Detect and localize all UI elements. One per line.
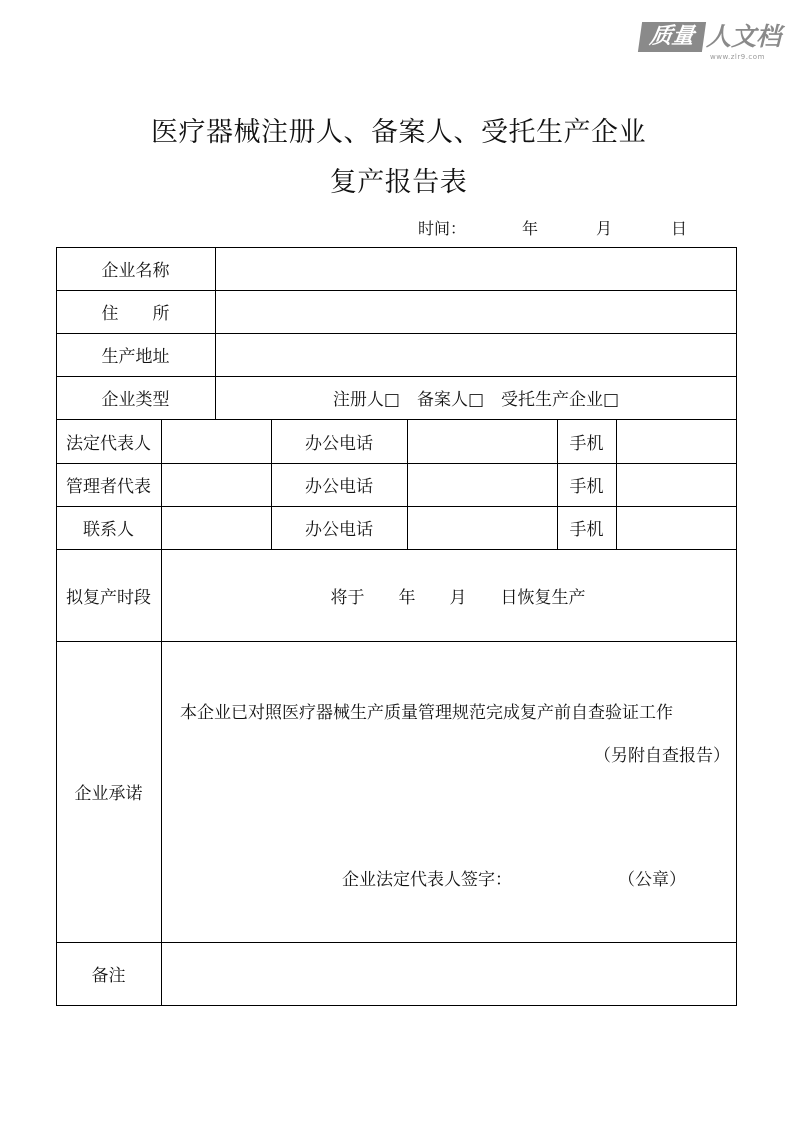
office-phone-input[interactable] [408, 420, 557, 463]
signature-label: 企业法定代表人签字： [342, 870, 512, 890]
table-border-bottom [56, 1005, 737, 1006]
logo-badge: 质量 [638, 22, 706, 52]
mobile-label: 手机 [569, 477, 604, 497]
logo-url: www.zlr9.com [710, 53, 765, 61]
report-form-table [56, 247, 737, 1006]
mobile-input[interactable] [617, 464, 736, 506]
contact-person-input[interactable] [162, 507, 271, 549]
company-name-label: 企业名称 [101, 261, 170, 281]
contact-person-label: 联系人 [83, 520, 134, 540]
address-label: 住 所 [101, 304, 170, 324]
resume-period-text[interactable]: 将于 年 月 日恢复生产 [330, 587, 586, 608]
table-border-right [736, 247, 737, 1006]
management-representative-label: 管理者代表 [66, 477, 151, 497]
legal-representative-label: 法定代表人 [66, 433, 151, 454]
company-name-input[interactable] [216, 248, 736, 290]
remarks-input[interactable] [162, 943, 736, 1005]
office-phone-label: 办公电话 [305, 433, 373, 454]
mobile-label: 手机 [569, 520, 604, 540]
brand-logo [640, 20, 783, 62]
production-address-input[interactable] [216, 334, 736, 376]
legal-representative-input[interactable] [162, 420, 271, 463]
date-year: 年 [522, 219, 539, 238]
date-row [0, 216, 793, 238]
resume-period-label: 拟复产时段 [66, 587, 151, 608]
commitment-text: 本企业已对照医疗器械生产质量管理规范完成复产前自查验证工作 [180, 703, 673, 723]
commitment-note: （另附自查报告） [594, 746, 730, 766]
management-representative-input[interactable] [162, 464, 271, 506]
date-label: 时间： [418, 219, 467, 238]
mobile-input[interactable] [617, 420, 736, 463]
mobile-input[interactable] [617, 507, 736, 549]
company-type-label: 企业类型 [101, 390, 170, 410]
date-month: 月 [596, 219, 613, 238]
document-title-line2: 复产报告表 [329, 167, 468, 198]
office-phone-label: 办公电话 [305, 520, 373, 540]
commitment-label: 企业承诺 [74, 784, 143, 804]
office-phone-label: 办公电话 [305, 477, 373, 497]
document-title-line1: 医疗器械注册人、备案人、受托生产企业 [151, 117, 646, 148]
date-day: 日 [671, 219, 688, 238]
remarks-label: 备注 [91, 966, 126, 986]
office-phone-input[interactable] [408, 464, 557, 506]
mobile-label: 手机 [569, 433, 604, 454]
address-input[interactable] [216, 291, 736, 333]
production-address-label: 生产地址 [101, 347, 170, 367]
logo-text: 人文档 [706, 22, 782, 51]
seal-label: （公章） [618, 870, 686, 890]
company-type-checkboxes[interactable]: 注册人□ 备案人□ 受托生产企业□ [332, 390, 620, 410]
office-phone-input[interactable] [408, 507, 557, 549]
